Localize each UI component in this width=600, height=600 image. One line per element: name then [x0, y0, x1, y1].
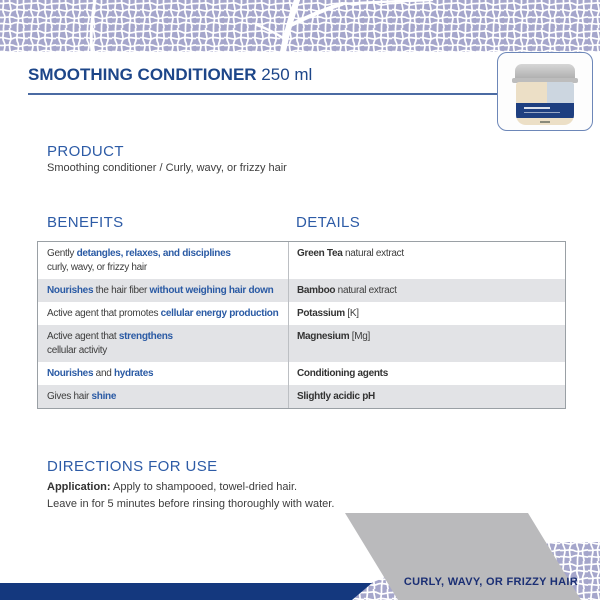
text-segment: detangles, relaxes, and disciplines — [76, 247, 231, 259]
jar-body — [516, 82, 574, 125]
directions-section-heading: DIRECTIONS FOR USE — [47, 458, 218, 475]
table-row — [38, 362, 565, 385]
jar-label-tint — [547, 82, 574, 104]
benefits-column-header: BENEFITS — [47, 214, 124, 231]
benefit-cell — [38, 302, 289, 325]
text-segment: Conditioning agents — [297, 367, 388, 379]
text-segment: Bamboo — [297, 284, 336, 296]
benefit-cell — [38, 242, 289, 279]
text-segment: Application: — [47, 481, 111, 493]
text-segment: Nourishes — [47, 284, 94, 296]
product-description: Smoothing conditioner / Curly, wavy, or frizzy hair — [47, 162, 287, 174]
hair-type-label: CURLY, WAVY, OR FRIZZY HAIR — [403, 576, 578, 588]
jar-label-text-line — [524, 112, 560, 113]
text-segment: cellular activity — [47, 344, 107, 356]
text-segment: natural extract — [342, 247, 404, 259]
benefit-cell — [38, 325, 289, 362]
detail-cell — [289, 279, 565, 302]
page-title-volume: 250 ml — [261, 65, 313, 84]
text-segment: Gently — [47, 247, 77, 259]
table-row — [38, 325, 565, 362]
text-segment: Apply to shampooed, towel-dried hair. — [110, 481, 298, 493]
text-segment: curly, wavy, or frizzy hair — [47, 261, 147, 273]
detail-cell — [289, 385, 565, 408]
product-photo-frame — [497, 52, 593, 131]
jar-label-band — [516, 103, 574, 118]
table-row — [38, 279, 565, 302]
benefit-cell — [38, 362, 289, 385]
text-segment: Green Tea — [297, 247, 343, 259]
benefit-cell — [38, 279, 289, 302]
directions-line-1 — [47, 479, 334, 496]
leaf-pattern-banner — [0, 0, 600, 52]
benefits-details-table — [37, 241, 566, 409]
jar-label-text-line — [524, 107, 550, 109]
detail-cell — [289, 362, 565, 385]
text-segment: cellular energy production — [160, 307, 279, 319]
text-segment: Leave in for 5 minutes before rinsing thoroughly with water. — [47, 498, 335, 510]
footer-navy-bar — [0, 583, 372, 600]
benefit-cell — [38, 385, 289, 408]
detail-cell — [289, 325, 565, 362]
detail-cell — [289, 302, 565, 325]
detail-cell — [289, 242, 565, 279]
text-segment: Magnesium — [297, 330, 350, 342]
jar-base-mark — [540, 121, 550, 123]
benefits-details-table-body — [38, 242, 565, 408]
table-row — [38, 302, 565, 325]
text-segment: [K] — [344, 307, 359, 319]
page-title-product-name: SMOOTHING CONDITIONER — [28, 65, 257, 84]
text-segment: shine — [91, 390, 117, 402]
text-segment: Active agent that promotes — [47, 307, 161, 319]
page-title — [28, 65, 312, 85]
text-segment: the hair fiber — [93, 284, 150, 296]
text-segment: Potassium — [297, 307, 345, 319]
title-divider-rule — [28, 93, 497, 95]
table-row — [38, 385, 565, 408]
text-segment: Gives hair — [47, 390, 92, 402]
text-segment: Slightly acidic pH — [297, 390, 375, 402]
text-segment: Nourishes — [47, 367, 94, 379]
product-section-heading: PRODUCT — [47, 143, 124, 160]
table-row — [38, 242, 565, 279]
text-segment: natural extract — [335, 284, 397, 296]
text-segment: [Mg] — [349, 330, 371, 342]
text-segment: and — [93, 367, 114, 379]
text-segment: hydrates — [113, 367, 154, 379]
text-segment: Active agent that — [47, 330, 119, 342]
details-column-header: DETAILS — [296, 214, 361, 231]
text-segment: strengthens — [118, 330, 173, 342]
text-segment: without weighing hair down — [149, 284, 274, 296]
